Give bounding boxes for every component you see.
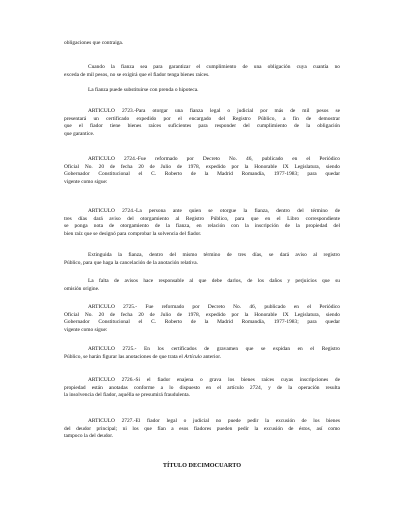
text-line: bien raíz que se designó para comprobar la solvencia del fiador. — [64, 230, 202, 237]
article-2727 — [64, 418, 340, 441]
text-line: se ponga nota de otorgamiento de la fianza, en relación con la inscripción de la propiedad del — [64, 223, 340, 230]
text-line: Oficial No. 20 de fecha 20 de Julio de 1978, expedido por la Honorable IX Legislatura, siendo — [64, 311, 340, 318]
article-2725-reform-note — [64, 304, 340, 334]
text-line: tampoco la del deudor. — [64, 433, 114, 440]
paragraph-falta-avisos — [64, 278, 340, 293]
text-line: ARTICULO 2724.-La persona ante quien se otorgue la fianza, dentro del término de — [88, 208, 340, 214]
text-line: ARTICULO 2727.-El fiador legal o judicial no puede pedir la excusión de los bienes — [88, 418, 340, 424]
article-2724-reform-note — [64, 156, 340, 186]
text-line: Cuando la fianza sea para garantizar el cumplimiento de una obligación cuya cuantía no — [88, 64, 340, 70]
text-line: obligaciones que contraiga. — [64, 40, 124, 46]
text-line: que garantice. — [64, 130, 95, 137]
text-line: Público, se harán figurar las anotaciones de que trata el Artículo anterior. — [64, 353, 222, 360]
article-2726 — [64, 377, 340, 400]
paragraph-extinguida-fianza — [64, 252, 340, 267]
italic-reference: Artículo — [184, 353, 202, 360]
section-heading: TÍTULO DECIMOCUARTO — [162, 462, 242, 469]
article-2724 — [64, 208, 340, 238]
paragraph-continuation — [64, 40, 340, 48]
text-line: vigente como sigue: — [64, 326, 108, 333]
text-line: La falta de avisos hace responsable al que debe darlos, de los daños y perjuicios que su — [88, 278, 340, 284]
article-2723 — [64, 108, 340, 138]
text-line: Gobernador Constitucional el C. Roberto de la Madrid Romandía, 1977-1983; para quedar — [64, 171, 340, 178]
text-line: Gobernador Constitucional el C. Roberto de la Madrid Romandía, 1977-1983; para quedar — [64, 319, 340, 326]
text-line: ARTICULO 2726.-Si el fiador enajena o grava los bienes raíces cuyas inscripciones de — [88, 377, 340, 383]
paragraph-fianza-cuantia — [64, 64, 340, 79]
text-line: ARTICULO 2725.- Fue reformado por Decreto No. 46, publicado en el Periódico — [88, 304, 340, 310]
text-line: del deudor principal; ni los que fían a esos fiadores pueden pedir la excusión de éstos, así como — [64, 425, 340, 432]
text-line: presentará un certificado expedido por el encargado del Registro Público, a fin de demostrar — [64, 115, 340, 122]
text-line: ARTICULO 2725.- En los certificados de gravamen que se expidan en el Registro — [88, 346, 340, 352]
text-line: Público, para que haga la cancelación de la anotación relativa. — [64, 259, 198, 266]
text-line: La fianza puede substituirse con prenda o hipoteca. — [88, 87, 199, 93]
text-line: Oficial No. 20 de fecha 20 de Julio de 1978, expedido por la Honorable IX Legislatura, siendo — [64, 163, 340, 170]
text-line: la insolvencia del fiador, aquélla se presumirá fraudulenta. — [64, 392, 190, 399]
text-line: ARTICULO 2724.-Fue reformado por Decreto No. 46, publicado en el Periódico — [88, 156, 340, 162]
text-line: exceda de mil pesos, no se exigirá que el fiador tenga bienes raíces. — [64, 71, 210, 78]
text-line: tres días dará aviso del otorgamiento al Registro Público, para que en el Libro correspondiente — [64, 215, 340, 222]
paragraph-prenda-hipoteca — [64, 87, 340, 95]
text-line: omisión origine. — [64, 285, 100, 292]
text-line: vigente como sigue: — [64, 178, 108, 185]
article-2725 — [64, 346, 340, 361]
text-line: propiedad están anotadas conforme a lo dispuesto en el artículo 2724, y de la operación resulta — [64, 384, 340, 391]
text-line: que el fiador tiene bienes raíces suficientes para responder del cumplimiento de la obligación — [64, 123, 340, 130]
text-line: Extinguida la fianza, dentro del mismo término de tres días, se dará aviso al registro — [88, 252, 340, 258]
text-line: ARTICULO 2723.-Para otorgar una fianza legal o judicial por más de mil pesos se — [88, 108, 340, 114]
